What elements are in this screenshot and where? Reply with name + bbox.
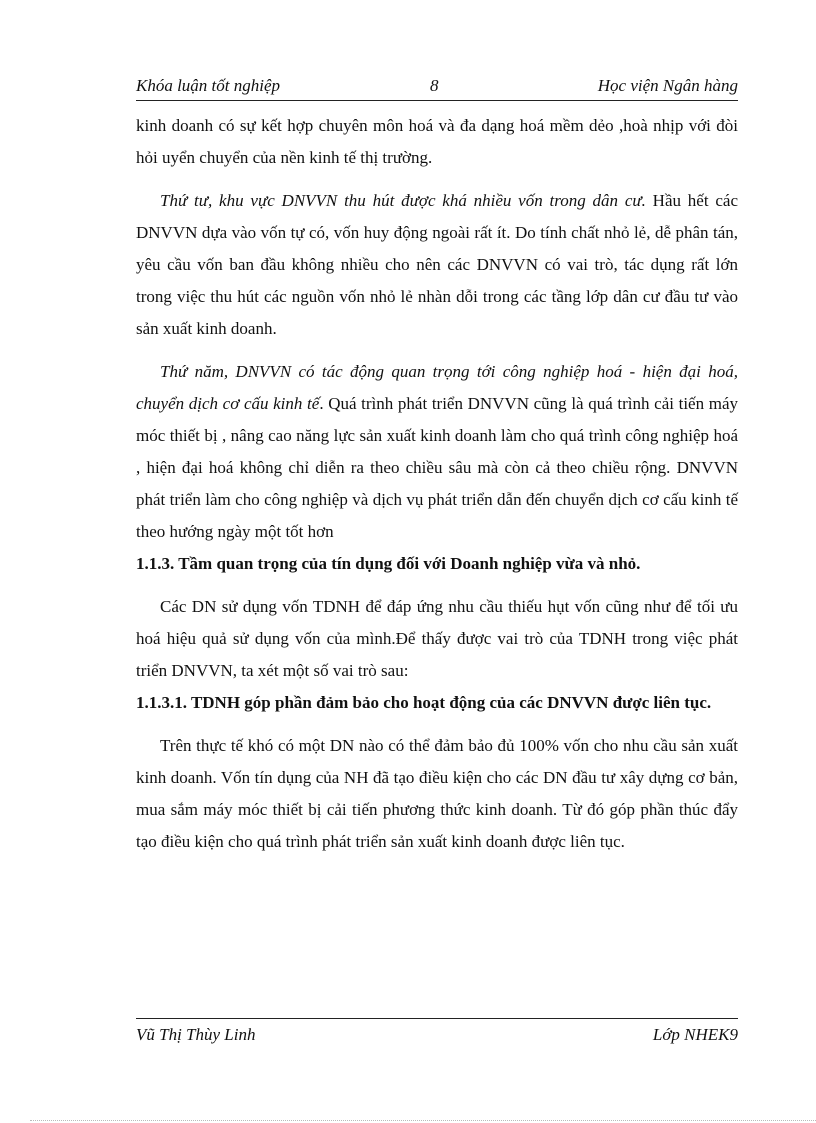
header-institution: Học viện Ngân hàng <box>597 76 738 95</box>
fifth-point-text: . Quá trình phát triển DNVVN cũng là quá trình cải tiến máy móc thiết bị , nâng cao năng lực sản xuất kinh doanh làm cho quá trình công nghiệp hoá , hiện đại hoá không chỉ diễn ra theo chiều sâu mà còn cả theo chiều rộng. DNVVN phát triển làm cho công nghiệp và dịch vụ phát triển dẫn đến chuyển dịch cơ cấu kinh tế theo hướng ngày một tốt hơn <box>136 394 739 541</box>
page-header <box>136 76 738 101</box>
footer-author: Vũ Thị Thùy Linh <box>136 1025 256 1044</box>
footer-class: Lớp NHEK9 <box>652 1025 738 1044</box>
paragraph-fifth-point <box>136 356 738 548</box>
section-heading-1-1-3: 1.1.3. Tầm quan trọng của tín dụng đối với Doanh nghiệp vừa và nhỏ. <box>136 554 641 573</box>
header-thesis-title: Khóa luận tốt nghiệp <box>136 76 281 95</box>
document-body <box>136 110 738 858</box>
paragraph-fourth-point <box>136 185 738 345</box>
paragraph-continuation: kinh doanh có sự kết hợp chuyên môn hoá và đa dạng hoá mềm dẻo ,hoà nhịp với đòi hỏi uyển chuyển của nền kinh tế thị trường. <box>136 116 738 167</box>
page-footer <box>136 1018 738 1049</box>
fourth-point-lead: Thứ tư, khu vực DNVVN thu hút được khá nhiều vốn trong dân cư. <box>160 191 646 210</box>
header-page-number: 8 <box>430 76 439 95</box>
page-bottom-divider <box>30 1120 816 1121</box>
fourth-point-text: Hầu hết các DNVVN dựa vào vốn tự có, vốn huy động ngoài rất ít. Do tính chất nhỏ lẻ, dễ phân tán, yêu cầu vốn ban đầu không nhiều cho nên các DNVVN có vai trò, tác dụng rất lớn trong việc thu hút các nguồn vốn nhỏ lẻ nhàn dỗi trong các tầng lớp dân cư đầu tư vào sản xuất kinh doanh. <box>136 191 738 338</box>
section-heading-1-1-3-1: 1.1.3.1. TDNH góp phần đảm bảo cho hoạt động của các DNVVN được liên tục. <box>136 693 712 712</box>
paragraph-credit-role-intro: Các DN sử dụng vốn TDNH để đáp ứng nhu cầu thiếu hụt vốn cũng như để tối ưu hoá hiệu quả sử dụng vốn của mình.Để thấy được vai trò của TDNH trong việc phát triển DNVVN, ta xét một số vai trò sau: <box>136 597 738 680</box>
paragraph-credit-continuity: Trên thực tế khó có một DN nào có thể đảm bảo đủ 100% vốn cho nhu cầu sản xuất kinh doanh. Vốn tín dụng của NH đã tạo điều kiện cho các DN đầu tư xây dựng cơ bản, mua sắm máy móc thiết bị cải tiến phương thức kinh doanh. Từ đó góp phần thúc đẩy tạo điều kiện cho quá trình phát triển sản xuất kinh doanh được liên tục. <box>136 736 738 851</box>
fifth-point-lead: Thứ năm, DNVVN có tác động quan trọng tới công nghiệp hoá - hiện đại hoá, chuyển dịch cơ cấu kinh tế <box>136 362 738 413</box>
